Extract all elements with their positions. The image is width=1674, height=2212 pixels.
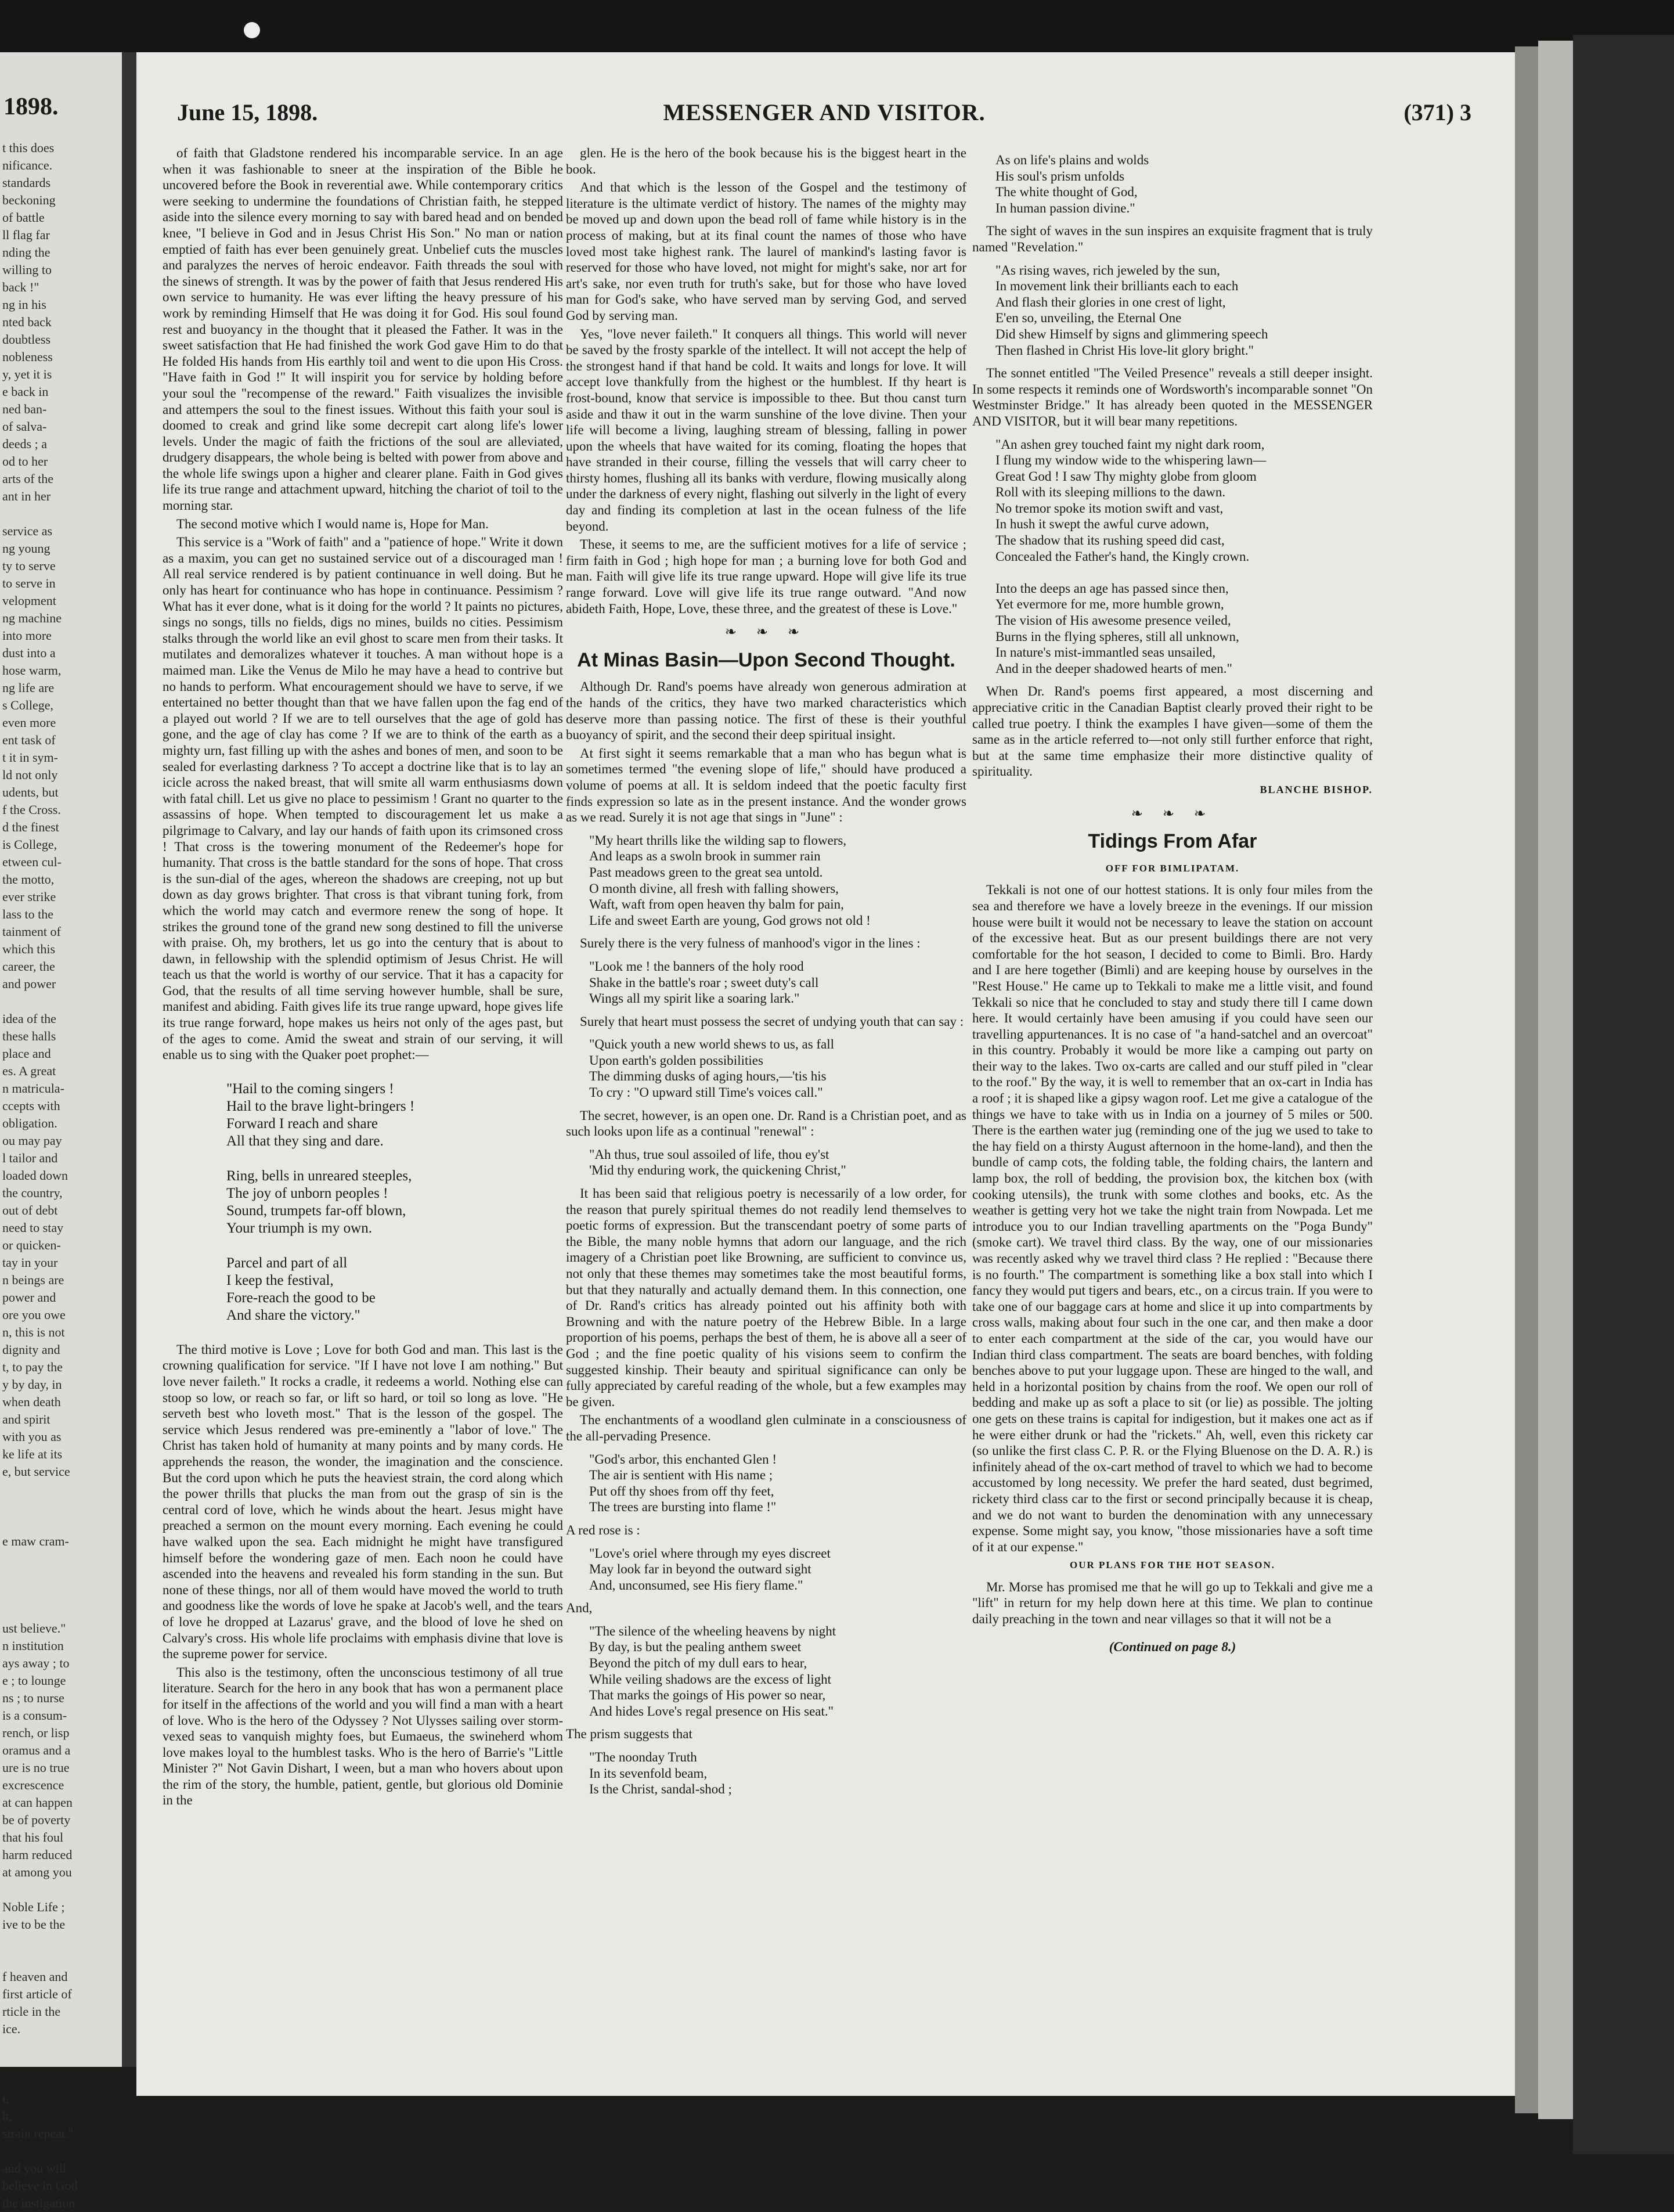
previous-page-line: willing to [2,262,52,277]
previous-page-line: n, this is not [2,1325,65,1339]
previous-page-line: dignity and [2,1342,60,1357]
paragraph: The secret, however, is an open one. Dr. Rand is a Christian poet, and as such looks upon life as a continual "renewal" : [566,1108,966,1139]
previous-page-line: ent task of [2,733,56,747]
previous-page-line: lass to the [2,907,53,921]
previous-page-line: believe in God [2,2178,78,2193]
previous-page-line: e back in [2,384,49,399]
previous-page-line [2,1550,118,1568]
previous-page-line: f heaven and [2,1969,68,1984]
previous-page-line: nted back [2,315,52,329]
column-2 [566,145,966,1804]
ornament-divider: ❧ ❧ ❧ [1131,806,1214,822]
previous-page-line: ou may pay [2,1133,62,1148]
paragraph: And that which is the lesson of the Gospel and the testimony of literature is the ultimate verdict of history. The names of the mighty may be moved up and down upon the bead roll of fame while history is in the process of making, but at its final count the names of those who have loved most take highest rank. The laurel of mankind's lasting favor is reserved for those who have loved, not might for might's sake, nor art for art's sake, nor even truth for truth's sake, but for those who have loved man for God's sake, who have served man by serving God, and served God by serving man. [566,180,966,323]
paragraph: The sight of waves in the sun inspires an exquisite fragment that is truly named "Revelation." [972,224,1373,254]
previous-page-line: tainment of [2,924,61,939]
previous-page-line: ns ; to nurse [2,1691,64,1705]
page-gutter [122,52,136,2067]
poem-excerpt: "The silence of the wheeling heavens by night By day, is but the pealing anthem sweet Beyond the pitch of my dull ears to hear, While veiling shadows are the excess of light That marks the goings of His power so near, And hides Love's regal presence on His seat." [589,1623,836,1719]
previous-page-line: need to stay [2,1220,64,1235]
previous-page-line: ng machine [2,611,62,625]
previous-page-line: ive to be the [2,1917,66,1932]
column-1-paragraphs-a [163,145,563,1063]
previous-page-line: nding the [2,245,50,260]
paragraph: The second motive which I would name is, Hope for Man. [176,516,489,531]
previous-page-line: d the finest [2,820,59,834]
previous-page-line: ng young [2,541,50,556]
previous-page-line: excrescence [2,1778,64,1792]
article-heading-tidings: Tidings From Afar [1088,830,1257,853]
previous-page-line: t, [2,2091,9,2106]
previous-page-line: rench, or lisp [2,1725,70,1740]
previous-page-line: into more [2,628,52,643]
paragraph: Although Dr. Rand's poems have already won generous admiration at the hands of the critics, they have two marked characteristics which deserve more than passing notice. The first of these is their youthful buoyancy of spirit, and the second their deep spiritual insight. [566,679,966,743]
previous-page-line: the motto, [2,872,55,887]
previous-page-line: ant in her [2,489,51,503]
previous-page-line: oramus and a [2,1743,71,1757]
previous-page-line [2,1568,118,1585]
previous-page-line: ty to serve [2,559,56,573]
previous-page-line: when death [2,1395,61,1409]
previous-page-line: es. A great [2,1064,56,1078]
issue-date: June 15, 1898. [177,99,318,125]
column-2-paragraphs-a [566,145,966,617]
previous-page-line: obligation. [2,1116,57,1130]
page-edge [1515,46,1538,2113]
previous-page-line: nificance. [2,158,53,172]
previous-page-line: l tailor and [2,1151,58,1165]
poem-excerpt: "The noonday Truth In its sevenfold beam, Is the Christ, sandal-shod ; [589,1750,732,1797]
previous-page-line: at can happen [2,1795,73,1810]
previous-page-line: doubtless [2,332,51,347]
previous-page-line: n beings are [2,1273,64,1287]
previous-page-line: rticle in the [2,2004,61,2019]
previous-page-line: e, but service [2,1464,70,1479]
previous-page-line: tay in your [2,1255,58,1270]
previous-page-line: e maw cram- [2,1534,69,1548]
previous-page-line: ned ban- [2,402,47,416]
previous-page-line: power and [2,1290,56,1305]
poem-excerpt: "Quick youth a new world shews to us, as fall Upon earth's golden possibilities The dimming dusks of aging hours,—'tis his To cry : "O upward still Time's voices call." [589,1037,835,1100]
previous-page-line: t, to pay the [2,1360,63,1374]
masthead [177,99,1471,134]
newspaper-title: MESSENGER AND VISITOR. [663,99,986,125]
previous-page-line: ccepts with [2,1098,60,1113]
previous-page-line [2,2055,118,2073]
previous-page-line: and power [2,977,56,991]
paragraph: Tekkali is not one of our hottest stations. It is only four miles from the sea and therefore we have a lovely breeze in the evenings. If our mission house were built it would not be necessary to leave the station on account of the excessive heat. But as our present buildings there are not very comfortable for the hot season, I decided to come to Bimli. Bro. Hardy and I are here together (Bimli) and are keeping house by ourselves in the "Rest House." He came up to Tekkali to make me a little visit, and found Tekkali so nice that he concluded to stay and study there till I came down here. It would certainly have been amusing if you could have seen our travelling appurtenances. It is no case of "a hand-satchel and an overcoat" in this country. Probably it would be more like a camping out party on their way to the lakes. Two ox-carts are called and our stuff piled in "clear to the roof." By the way, it is well to remember that an ox-cart in India has a roof ; it is shaped like a gipsy wagon roof. Let me give a catalogue of the things we have to take with us in India on a journey of 5 miles or 500. There is the earthen water jug (reminding one of the jug we used to take to the hay field on a thirsty August afternoon in the home-land), and then the bundle of camp cots, the folding table, the folding chairs, the lantern and lamp box, the roll of bedding, the provision box, the kitchen box (with cooking utensils), the trunk with some clothes and books, etc. As the weather is getting very hot we take the night train from Nowpada. Let me introduce you to our Indian travelling apartments on the "Poga Bundy" (smoke cart). We travel third class. By the way, one of our missionaries was recently asked why we travel third class ? He replied : "Because there is no fourth." The compartment is something like a box stall into which I fancy they would put tigers and bears, etc., on a circus train. If you were to take one of our baggage cars at home and slice it up into compartments by cross walls, making about four such in the one car, and then make a door to enter each compartment at the side of the car, you would have our Indian third class compartment. The seats are board benches, with folding benches above to put your luggage upon. These are hinged to the wall, and held in a horizontal position by chains from the roof. We open our roll of bedding and make up as soft a place to sit (or lie) as possible. The jolting one gets on these trains is capital for indigestion, but it makes one act as if he were either drunk or had the "rickets." Ah, well, even this rickety car (so unlike the first class C. P. R. or the Flying Bluenose on the D. A. R.) is infinitely ahead of the ox-cart method of travel to which we had to become accustomed by long necessity. We prefer the hard seated, dust begrimed, rickety third class car to the first or second principally because it is cheap, and we do not want to burden the denomination with any unnecessary expense. Some might say, you know, "those missionaries have a soft time of it at our expense." [972,882,1373,1554]
poem-excerpt: "My heart thrills like the wilding sap to flowers, And leaps as a swoln brook in summer rain Past meadows green to the great sea untold. O month divine, all fresh with falling showers, Waft, waft from open heaven thy balm for pain, Life and sweet Earth are young, God grows not old ! [589,833,871,928]
previous-page-line: t it in sym- [2,750,58,765]
previous-page-line: back !" [2,280,39,294]
paragraph: Yes, "love never faileth." It conquers all things. This world will never be saved by the frosty sparkle of the intellect. It will not accept the help of the strongest hand if that hand be cold. It waits and longs for love. It will accept love thankfully from the highest or the humblest. If thy heart is frost-bound, know that service is impossible to thee. But thou canst turn aside and thaw it out in the warm sunshine of the love divine. Then your life will become a living, laughing stream of blessing, falling in power upon the wheels that have waited for its coming, floating the hopes that have stranded in their course, filling the vessels that will carry cheer to thirsty homes, flushing all its banks with verdure, flowing musically along under the darkness of every night, flashing out silverly in the light of every day and finding its completion at last in the ocean fulness of the life beyond. [566,326,966,534]
paragraph: When Dr. Rand's poems first appeared, a most discerning and appreciative critic in the Canadian Baptist clearly proved their right to be called true poetry. I think the examples I have given—some of them the same as in the article referred to—not only still further enforce that right, but at the same time emphasize their more distinctive quality of spirituality. [972,684,1373,779]
column-1-paragraphs-b [163,1342,563,1808]
previous-page-line: the instigation [2,2196,75,2210]
paragraph: And, [566,1601,593,1616]
previous-page-line [2,2142,118,2160]
previous-page-line: od to her [2,454,48,469]
previous-page-line: ng in his [2,297,46,312]
previous-page-line: nobleness [2,350,53,364]
previous-page-line: idea of the [2,1011,56,1026]
paragraph: The sonnet entitled "The Veiled Presence" reveals a still deeper insight. In some respects it reminds one of Wordsworth's incomparable sonnet "On Westminster Bridge." It has already been quoted in the MESSENGER AND VISITOR, but it will bear many repetitions. [972,366,1373,428]
poem-excerpt: "An ashen grey touched faint my night dark room, I flung my window wide to the whispering lawn— Great God ! I saw Thy mighty globe from gloom Roll with its sleeping millions to the dawn. No tremor spoke its motion swift and vast, In hush it swept the awful curve adown, The shadow that its rushing speed did cast, Concealed the Father's hand, the Kingly crown. Into the deeps an age has passed since then, Yet evermore for me, more humble grown, The vision of His awesome presence veiled, Burns in the flying spheres, still all unknown, In nature's mist-immantled seas unsailed, And in the deeper shadowed hearts of men." [995,437,1267,676]
previous-page-line: strain repeat." [2,2126,74,2141]
paragraph: At first sight it seems remarkable that a man who has begun what is sometimes termed "the evening slope of life," should have produced a volume of poems at all. It is seldom indeed that the poetic faculty first finds expression so late as in the present instance. And the wonder grows as we read. Surely it is not age that sings in "June" : [566,745,966,825]
paragraph: This also is the testimony, often the unconscious testimony of all true literature. Search for the hero in any book that has won a permanent place for itself in the affections of the world and you will find a man with a heart of love. Who is the hero of the Odyssey ? Not Ulysses sailing over storm-vexed seas to vanquish mighty foes, but Eumaeus, the swineherd whom love makes loyal to the humblest tasks. Who is the hero of Barrie's "Little Minister ?" Not Gavin Dishart, I ween, but a man who hovers about upon the rim of the story, the humble, patient, gentle, but glorious old Dominie in the [163,1665,563,1808]
previous-page-line [2,505,118,523]
previous-page-line: with you as [2,1429,62,1444]
previous-page-line: out of debt [2,1203,58,1217]
article-heading-minas-basin: At Minas Basin—Upon Second Thought. [577,649,955,671]
previous-page-line: deeds ; a [2,437,47,451]
paragraph: This service is a "Work of faith" and a "patience of hope." Write it down as a maxim, you can get no sustained service out of a discouraged man ! All real service rendered is by patient continuance in well doing. But he only has heart for continuance who has hope in continuance. Pessimism ? What has it ever done, what is it doing for the world ? It paints no pictures, sings no songs, tills no fields, digs no mines, builds no cities. Pessimism stalks through the world like an evil ghost to scare men from their tasks. It mutilates and demoralizes whatever it touches. A man without hope is a maimed man. Like the Venus de Milo he may have a head to contrive but no hands to perform. What encouragement should we have to serve, if we entertained no better thought than that we have fallen upon the fag end of a played out world ? If we are to tell ourselves that the age of gold has gone, and the age of clay has come ? If we are to think of the earth as a mighty urn, fast filling up with the ashes and bones of men, and soon to be sealed for everlasting darkness ? To accept a doctrine like that is to lay an icicle across the naked breast, that will smite all warm enthusiasms down with fatal chill. Let us give no place to pessimism ! Grant no quarter to the assassins of hope. When tempted to discouragement let us make a pilgrimage to Calvary, and lay our hands of faith upon its crimsoned cross ! That cross is the towering monument of the Redeemer's hope for humanity. That cross is the battle standard for the sons of hope. That cross is the sun-dial of the ages, whereon the shadows are creeping, not up but down as day grows brighter. That cross is that vibrant tuning fork, from which the world may catch and evermore renew the song of hope. It strikes the ground tone of the grand new song destined to fill the universe with praise. Oh, my brothers, let us go into the century that is about to dawn, in fellowship with the splendid optimism of Jesus Christ. He will teach us that the world is worthy of our service. That it has a capacity for God, that the results of all time serving however humble, shall be sure, manifest and abiding. Faith gives life its true range upward, hope gives life its true range forward, hope makes us heirs not only of the ages past, but of the ages to come. Amid the sweat and strain of our serving, it will enable us to sing with the Quaker poet prophet:— [163,535,564,1062]
poem-excerpt: "Ah thus, true soul assoiled of life, thou ey'st 'Mid thy enduring work, the quickening Christ," [589,1147,846,1178]
paragraph: Mr. Morse has promised me that he will go up to Tekkali and give me a "lift" in return for my help down here at this time. We plan to continue daily preaching in the town and near villages so that it will not be a [972,1579,1373,1627]
previous-page-line: harm reduced [2,1847,73,1862]
ornament-divider: ❧ ❧ ❧ [724,625,808,640]
previous-page-line: is College, [2,837,57,852]
paragraph: of faith that Gladstone rendered his incomparable service. In an age when it was fashionable to sneer at the inspiration of the Bible he uncovered before the Book in reverential awe. While contemporary critics were seeking to undermine the foundations of Christian faith, he stepped aside into the silence every morning to say with bared head and on bended knee, "I believe in God and in Jesus Christ His Son." No man or nation emptied of faith has ever been genuinely great. Unbelief cuts the muscles and paralyzes the nerves of heroic endeavor. Faith threads the soul with the sinews of strength. It was by the power of faith that Jesus rendered His own service to humanity. He was ever lifting the heavy pressure of his work by reminding Himself that He was doing it for God. His soul found rest and buoyancy in the thought that it pleased the Father. It was in the sweet satisfaction that He had finished the work God gave Him to do that He folded His hands from His earthly toil and went to die upon His Cross. "Have faith in God !" It will inspirit you for service by holding before your soul the "recompense of the reward." Faith visualizes the invisible and attempers the soul to the finest issues. Without this faith your soul is doomed to creak and grind like some decrepit cart along life's lower levels. Under the magic of faith the frictions of the soul are alleviated, drudgery disappears, the whole being is belted with power from above and the whole life swings upon a higher and clearer plane. Faith in God gives life its true range and attachment upward, hitching the chariot of toil to the morning star. [163,146,563,513]
previous-page-line: standards [2,175,51,190]
previous-page-line: t this does [2,140,55,155]
previous-page-line [2,993,118,1010]
paragraph: Surely that heart must possess the secret of undying youth that can say : [580,1014,964,1029]
previous-page-line: and spirit [2,1412,50,1426]
page-number: (371) 3 [1404,99,1471,125]
previous-page-line: ore you owe [2,1307,66,1322]
previous-page-line: ke life at its [2,1447,63,1461]
previous-page-line: y, yet it is [2,367,52,381]
previous-page-line: n matricula- [2,1081,64,1096]
newspaper-page [136,52,1515,2096]
scan-artifact-dot [244,22,260,38]
continued-note: (Continued on page 8.) [1109,1639,1236,1654]
previous-page-fragment [0,52,122,2210]
article-subheading: OUR PLANS FOR THE HOT SEASON. [1070,1559,1275,1571]
previous-page-line: that his foul [2,1830,64,1844]
previous-page-line [2,1515,118,1533]
previous-page-line: loaded down [2,1168,68,1183]
previous-page-line [2,1933,118,1951]
paragraph: The enchantments of a woodland glen culminate in a consciousness of the all-pervading Presence. [566,1413,966,1443]
scan-border-right [1573,35,1674,2154]
previous-page-line: hose warm, [2,663,62,678]
previous-page-line [2,1480,118,1498]
previous-page-line: ng life are [2,680,55,695]
previous-page-line: udents, but [2,785,59,799]
column-1 [163,145,563,1811]
previous-page-line: of salva- [2,419,47,434]
previous-page-line: y by day, in [2,1377,62,1392]
previous-page-line [2,1585,118,1602]
paragraph: glen. He is the hero of the book because his is the biggest heart in the book. [566,146,966,176]
previous-page-line: ure is no true [2,1760,70,1775]
poem-excerpt: "God's arbor, this enchanted Glen ! The air is sentient with His name ; Put off thy shoes from off thy feet, The trees are bursting into flame !" [589,1451,777,1515]
paragraph: These, it seems to me, are the sufficient motives for a life of service ; firm faith in God ; high hope for man ; a burning love for both God and man. Faith will give life its true range upward. Hope will give life its true range forward. Love will give life its true range outward. "And now abideth Faith, Hope, Love, these three, and the greatest of these is Love." [566,537,966,616]
previous-page-line: is a consum- [2,1708,67,1723]
previous-page-line: these halls [2,1029,56,1043]
previous-page-line: ld not only [2,768,58,782]
previous-page-line: ll flag far [2,228,50,242]
previous-page-line [2,1881,118,1898]
previous-page-line: arts of the [2,471,53,486]
column-3 [972,145,1373,1655]
previous-page-line: of battle [2,210,45,225]
previous-page-line: n institution [2,1638,64,1653]
quaker-poem: "Hail to the coming singers ! Hail to the brave light-bringers ! Forward I reach and share All that they sing and dare. Ring, bells in unreared steeples, The joy of unborn peoples ! Sound, trumpets far-off blown, Your triumph is my own. Parcel and part of all I keep the festival, Fore-reach the good to be And share the victory." [226,1080,415,1323]
previous-page-line: s College, [2,698,53,712]
author-signature: BLANCHE BISHOP. [1260,783,1373,795]
poem-excerpt: "As rising waves, rich jeweled by the sun, In movement link their brilliants each to each And flash their glories in one crest of light, E'en so, unveiling, the Eternal One Did shew Himself by signs and glimmering speech Then flashed in Christ His love-lit glory bright." [995,262,1268,358]
article-subheading: OFF FOR BIMLIPATAM. [1105,862,1240,874]
paragraph: The prism suggests that [566,1727,692,1742]
previous-page-line [2,1951,118,1968]
poem-excerpt: "Love's oriel where through my eyes discreet May look far in beyond the outward sight And, unconsumed, see His fiery flame." [589,1545,831,1593]
previous-page-line: to serve in [2,576,56,590]
previous-page-line: ust believe." [2,1621,66,1635]
paragraph: It has been said that religious poetry is necessarily of a low order, for the reason that purely spiritual themes do not readily lend themselves to poetic forms of expression. But the transcendant poetry of some parts of the Bible, the many noble hymns that adorn our language, and the rich imagery of a Christian poet like Browning, are sufficient to convince us, not only that these themes may sometimes take the most beautiful forms, but that they naturally and actually demand them. In this connection, one of Dr. Rand's critics has already pointed out his affinity both with Browning and with the nature poetry of the Hebrew Bible. In a large proportion of his poems, perhaps the best of them, he is above all a seer of God ; and the fine poetic quality of his visions seem to confirm the suggested kinship. Their beauty and spiritual significance can only be fully appreciated by careful reading of the whole, but a few examples may be given. [566,1186,966,1409]
previous-page-line: be of poverty [2,1813,71,1827]
paragraph: The third motive is Love ; Love for both God and man. This last is the crowning qualification for service. "If I have not love I am nothing." But love never faileth." It rocks a cradle, it redeems a world. Nothing else can stoop so low, or reach so far, or lift so hard, or toil so long as love. "He serveth best who loveth most." That is the lesson of the gospel. The service which Jesus rendered was pre-eminently a "labor of love." The Christ has taken hold of humanity at many points and by many cords. He apprehends the reason, the wonder, the imagination and the conscience. But the cord upon which he puts the heaviest strain, the cord along which the power thrills that plucks the man from out the grasp of sin is the central cord of love, which he winds about the heart. Jesus might have preached a sermon on the mount every morning. Each evening he could have walked upon the sea. Each midnight he might have transfigured himself before the wondering gaze of men. Each noon he could have ascended into the heavens and revealed his form standing in the sun. But none of these things, nor all of them would have moved the world to truth and goodness like the words of love he spake at Jacob's well, and the tears of love he dropped at Lazarus' grave, and the blood of love he shed on Calvary's cross. His whole life proclaims with emphasis divine that love is the supreme power for service. [163,1342,563,1662]
previous-page-line: and you will [2,2161,66,2175]
previous-page-line [2,1498,118,1515]
previous-page-line: ays away ; to [2,1656,70,1670]
previous-page-line: service as [2,524,53,538]
previous-page-line: h, [2,2109,12,2123]
previous-page-line: the country, [2,1186,63,1200]
previous-page-line: etween cul- [2,855,62,869]
paragraph: Surely there is the very fulness of manhood's vigor in the lines : [580,936,921,951]
page-edge [1538,41,1573,2119]
previous-page-line: even more [2,715,56,730]
previous-page-line: e ; to lounge [2,1673,66,1688]
previous-page-line: career, the [2,959,55,974]
previous-page-line [2,2038,118,2055]
previous-page-line: beckoning [2,193,56,207]
paragraph: A red rose is : [566,1522,640,1537]
previous-page-line: dust into a [2,646,56,660]
previous-page-year: 1898. [3,93,59,120]
previous-page-line: ice. [2,2022,21,2036]
previous-page-line: Noble Life ; [2,1900,65,1914]
previous-page-line [2,1602,118,1620]
previous-page-line: first article of [2,1987,72,2001]
previous-page-line: ever strike [2,889,56,904]
previous-page-line: at among you [2,1865,72,1879]
previous-page-line: or quicken- [2,1238,61,1252]
previous-page-line: which this [2,942,56,956]
previous-page-line: velopment [2,593,56,608]
previous-page-line: f the Cross. [2,802,61,817]
poem-excerpt: "Look me ! the banners of the holy rood Shake in the battle's roar ; sweet duty's call Wings all my spirit like a soaring lark." [589,959,819,1006]
poem-excerpt: As on life's plains and wolds His soul's prism unfolds The white thought of God, In human passion divine." [995,153,1149,215]
previous-page-line: place and [2,1046,51,1061]
previous-page-line [2,2073,118,2090]
previous-page-text [2,139,118,2212]
